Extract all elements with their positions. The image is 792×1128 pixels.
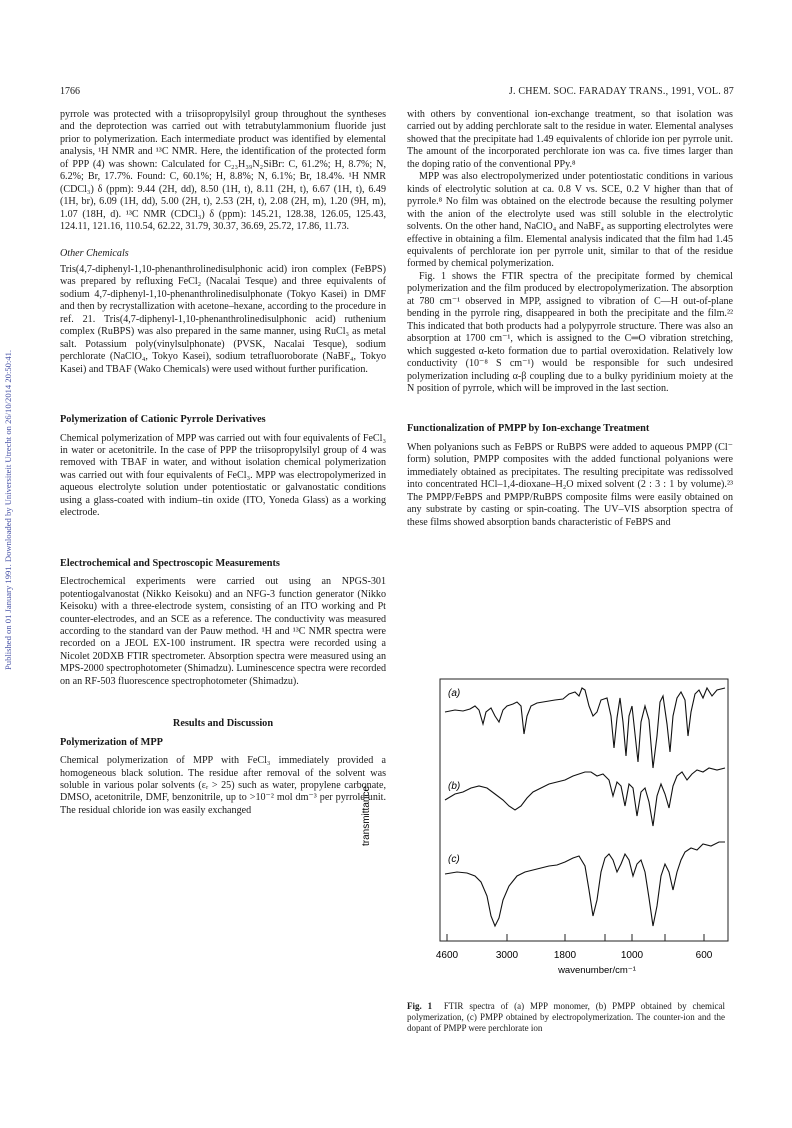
x-tick-label: 600: [695, 950, 713, 961]
spectrum-c: [445, 842, 725, 926]
panel-label-c: (c): [448, 854, 460, 865]
x-tick-label: 4600: [435, 950, 459, 961]
figure-1: [361, 676, 737, 1106]
publication-stamp: Published on 01 January 1991. Downloaded by Universiteit Utrecht on 26/10/2014 20:50:41.: [3, 349, 13, 670]
x-tick-label: 3000: [495, 950, 519, 961]
spectrum-b: [445, 768, 725, 826]
running-head: J. CHEM. SOC. FARADAY TRANS., 1991, VOL. 87: [508, 86, 734, 97]
paragraph: pyrrole was protected with a triisopropylsilyl group throughout the syntheses and the deprotection was carried out with tetrabutylammonium fluoride just prior to polymerization. Each intermediate product was identified by elemental analysis, ¹H NMR and ¹³C NMR. Here, the identification of the protected form of PPP (4) was shown: Calculated for C₂₃H₃₉N₂SiBr: C, 61.2%; H, 8.7%; N, 6.2%; Br, 17.7%. Found: C, 60.1%; H, 8.8%; N, 6.1%; Br, 18.4%. ¹H NMR (CDCl₃) δ (ppm): 9.44 (2H, dd), 8.50 (1H, t), 8.11 (2H, t), 6.67 (1H, t), 6.49 (1H, br), 6.09 (1H, dd), 5.00 (2H, t), 2.53 (2H, t), 2.08 (2H, m), 1.20 (9H, m), 1.07 (18H, d). ¹³C NMR (CDCl₃) δ (ppm): 145.21, 128.38, 126.05, 125.43, 124.11, 121.16, 110.54, 62.22, 31.79, 30.37, 36.69, 25.72, 17.86, 11.73.: [60, 109, 386, 233]
section-heading: Functionalization of PMPP by Ion-exchange Treatment: [407, 423, 650, 435]
ftir-spectra-plot: [361, 676, 737, 996]
figure-caption: [407, 1001, 725, 1034]
paragraph: Fig. 1 shows the FTIR spectra of the precipitate formed by chemical polymerization and the film produced by electropolymerization. The absorption at 780 cm⁻¹ observed in MPP, assigned to vibration of C—H out-of-plane bending in the pyrrole ring, disappeared in both the precipitate and the film.²² This indicated that both products had a polypyrrole structure. There was also an absorption at 1700 cm⁻¹, which is assigned to the C═O vibration stretching, which suggested α-keto formation due to partial overoxidation. Relatively low conductivity (10⁻⁸ S cm⁻¹) would be responsible for such undesired polymerization including α-β coupling due to a bulky pyridinium moiety at the N position of pyrrole, which will be improved in the last section.: [407, 270, 733, 394]
paragraph: Chemical polymerization of MPP with FeCl₃ immediately provided a homogeneous black solution. The residue after removal of the solvent was soluble in various polar solvents (εᵣ > 25) such as water, propylene carbonate, DMSO, acetonitrile, DMF, benzonitrile, up to >10⁻² mol dm⁻³ per pyrrole unit. The residual chloride ion was easily exchanged: [60, 755, 386, 816]
paragraph: When polyanions such as FeBPS or RuBPS were added to aqueous PMPP (Cl⁻ form) solution, PMPP composites with the added functional polyanions were immediately obtained as precipitates. The resulting precipitate was redissolved into concentrated HCl–1,4-dioxane–H₂O mixed solvent (2 : 3 : 1 by volume).²³ The PMPP/FeBPS and PMPP/RuBPS composite films were easily obtained on any substrate by casting or spin-coating. The UV–VIS absorption spectra of these films showed absorption bands characteristic of FeBPS and: [407, 441, 733, 528]
paragraph: Tris(4,7-diphenyl-1,10-phenanthrolinedisulphonic acid) iron complex (FeBPS) was prepared by refluxing FeCl₂ (Nacalai Tesque) and three equivalents of sodium 4,7-diphenyl-1,10-phenanthrolinedisulphonate (Tokyo Kasei) in DMF and then by recrystallization with acetone–hexane, according to the procedure in ref. 21. Tris(4,7-diphenyl-1,10-phenanthrolinedisulphonic acid) ruthenium complex (RuBPS) was also prepared in the same manner, using RuCl₃ as metal salt. Potassium poly(vinylsulphonate) (PVSK, Nacalai Tesque), sodium perchlorate (NaClO₄, Tokyo Kasei), sodium tetrafluoroborate (NaBF₄, Tokyo Kasei) and TBAF (Wako Chemicals) were used without further purification.: [60, 263, 386, 375]
paragraph: Electrochemical experiments were carried out using an NPGS-301 potentiogalvanostat (Nikko Keisoku) and an NFG-3 function generator (Nikko Keisoku) with a three-electrode system, consisting of an ITO working and Pt counter-electrodes, and an SCE as a reference. The conductivity was measured according to the standard van der Pauw method. ¹H and ¹³C NMR spectra were recorded on a JEOL EX-100 instrument. IR spectra were recorded using a Nicolet 20DXB FTIR spectrometer. Absorption spectra were measured using an MPS-2000 spectrophotometer (Shimadzu). Luminescence spectra were recorded on an RF-503 fluorescence spectrophotometer (Shimadzu).: [60, 576, 386, 687]
page-number: 1766: [60, 86, 80, 97]
section-heading: Polymerization of Cationic Pyrrole Derivatives: [60, 414, 266, 426]
section-heading: Other Chemicals: [60, 247, 129, 259]
plot-frame: [440, 679, 728, 941]
x-tick-label: 1800: [553, 950, 577, 961]
caption-text: FTIR spectra of (a) MPP monomer, (b) PMPP obtained by chemical polymerization, (c) PMPP obtained by electropolymerization. The counter-ion and the dopant of PMPP were perchlorate ion: [407, 1001, 725, 1033]
panel-label-a: (a): [448, 688, 461, 699]
panel-label-b: (b): [448, 781, 461, 792]
x-axis-ticks: [447, 934, 704, 941]
section-heading: Results and Discussion: [172, 718, 274, 730]
paragraph: Chemical polymerization of MPP was carried out with four equivalents of FeCl₃ in water or acetonitrile. In the case of PPP the triisopropylsilyl group of 4 was removed with TBAF in water, and without isolation chemical polymerization was carried out with four equivalents of FeCl₃. MPP was electropolymerized in aqueous electrolyte solution under potentiostatic or galvanostatic conditions using a glass-coated with indium–tin oxide (ITO, Yoneda Glass) as a working electrode.: [60, 432, 386, 519]
subsection-heading: Polymerization of MPP: [60, 736, 163, 748]
left-column: [60, 109, 386, 817]
right-column: [407, 109, 733, 529]
paragraph: MPP was also electropolymerized under potentiostatic conditions in various kinds of electrolytic solution at ca. 0.8 V vs. SCE, 0.2 V higher than that of pyrrole.⁸ No film was obtained on the electrode because the resulting polymer with the anion of the electrolyte used was still soluble in the electrolytic solvents. On the other hand, NaClO₄ and NaBF₄ as supporting electrolytes were effective in obtaining a film. Elemental analysis indicated that the film had 1.45 equivalents of perchlorate ion per pyrrole unit, similar to that of the residue formed by chemical polymerization.: [407, 171, 733, 270]
y-axis-label: transmittance: [361, 785, 372, 847]
x-axis-label: wavenumber/cm⁻¹: [558, 965, 636, 976]
caption-label: Fig. 1: [407, 1001, 433, 1011]
paragraph: with others by conventional ion-exchange treatment, so that isolation was carried out by adding perchlorate salt to the residue in water. Elemental analyses showed that the precipitate had 1.49 equivalents of chloride ion per pyrrole unit. The amount of the incorporated perchlorate ion was ca. five times larger than the doping ratio of the conventional PPy.⁸: [407, 109, 733, 170]
section-heading: Electrochemical and Spectroscopic Measurements: [60, 557, 280, 569]
spectrum-a: [445, 688, 725, 768]
x-tick-label: 1000: [620, 950, 644, 961]
